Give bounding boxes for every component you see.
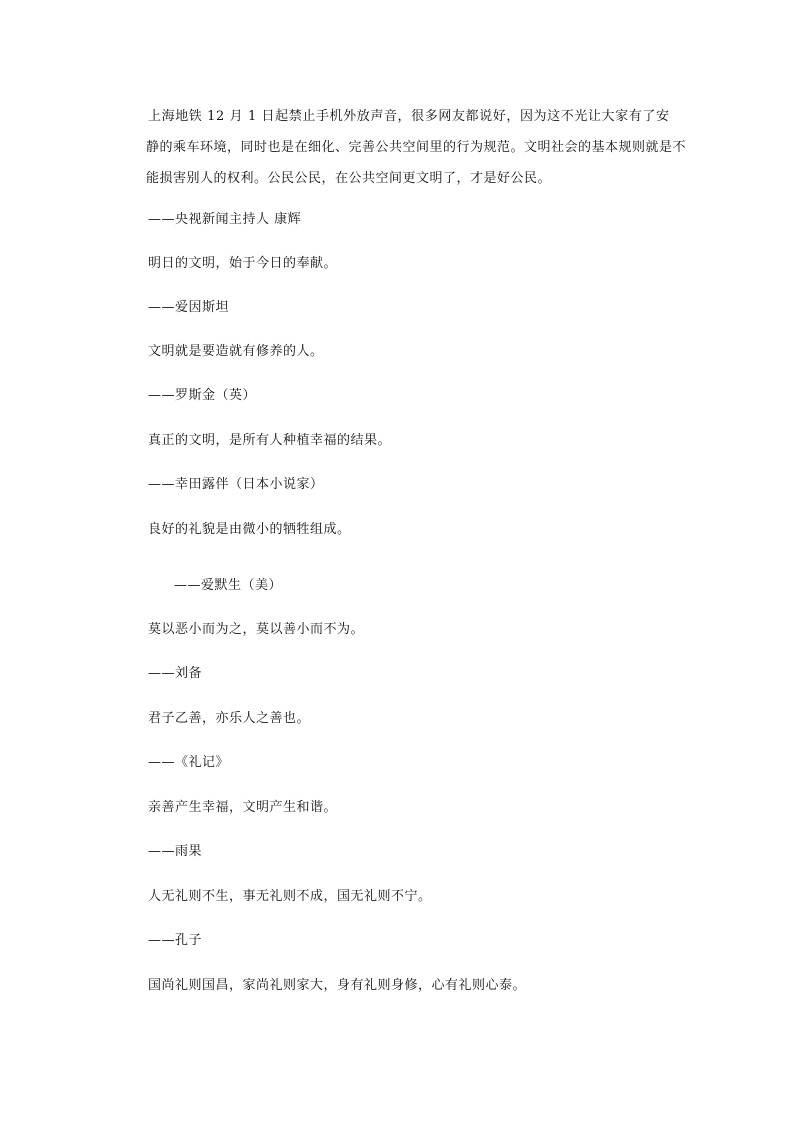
quote-attribution: ——罗斯金（英） — [148, 388, 257, 403]
quote-text: 国尚礼则国昌，家尚礼则家大，身有礼则身修，心有礼则心泰。 — [148, 978, 527, 993]
quote-attribution: ——幸田露伴（日本小说家） — [148, 477, 324, 492]
quote-attribution: ——爱默生（美） — [174, 578, 283, 593]
intro-paragraph — [146, 101, 687, 194]
quote-attribution: ——《礼记》 — [148, 755, 230, 770]
quote-text: 文明就是要造就有修养的人。 — [148, 344, 324, 359]
quote-attribution: ——刘备 — [148, 666, 203, 681]
intro-line: 上海地铁 12 月 1 日起禁止手机外放声音，很多网友都说好，因为这不光让大家有了安 — [148, 109, 670, 124]
quote-text: 明日的文明，始于今日的奉献。 — [148, 256, 338, 271]
quote-text: 良好的礼貌是由微小的牺牲组成。 — [148, 522, 351, 537]
quote-attribution: ——央视新闻主持人 康辉 — [148, 212, 302, 227]
quote-text: 真正的文明，是所有人种植幸福的结果。 — [148, 433, 392, 448]
intro-line: 能损害别人的权利。公民公民，在公共空间更文明了，才是好公民。 — [146, 171, 552, 186]
quote-text: 君子乙善，亦乐人之善也。 — [148, 711, 311, 726]
quote-attribution: ——孔子 — [148, 933, 203, 948]
quote-text: 人无礼则不生，事无礼则不成，国无礼则不宁。 — [148, 889, 432, 904]
quote-text: 亲善产生幸福，文明产生和谐。 — [148, 800, 338, 815]
intro-line: 静的乘车环境，同时也是在细化、完善公共空间里的行为规范。文明社会的基本规则就是不 — [146, 140, 687, 155]
quote-attribution: ——雨果 — [148, 844, 203, 859]
quote-attribution: ——爱因斯坦 — [148, 300, 230, 315]
quote-text: 莫以恶小而为之，莫以善小而不为。 — [148, 622, 365, 637]
